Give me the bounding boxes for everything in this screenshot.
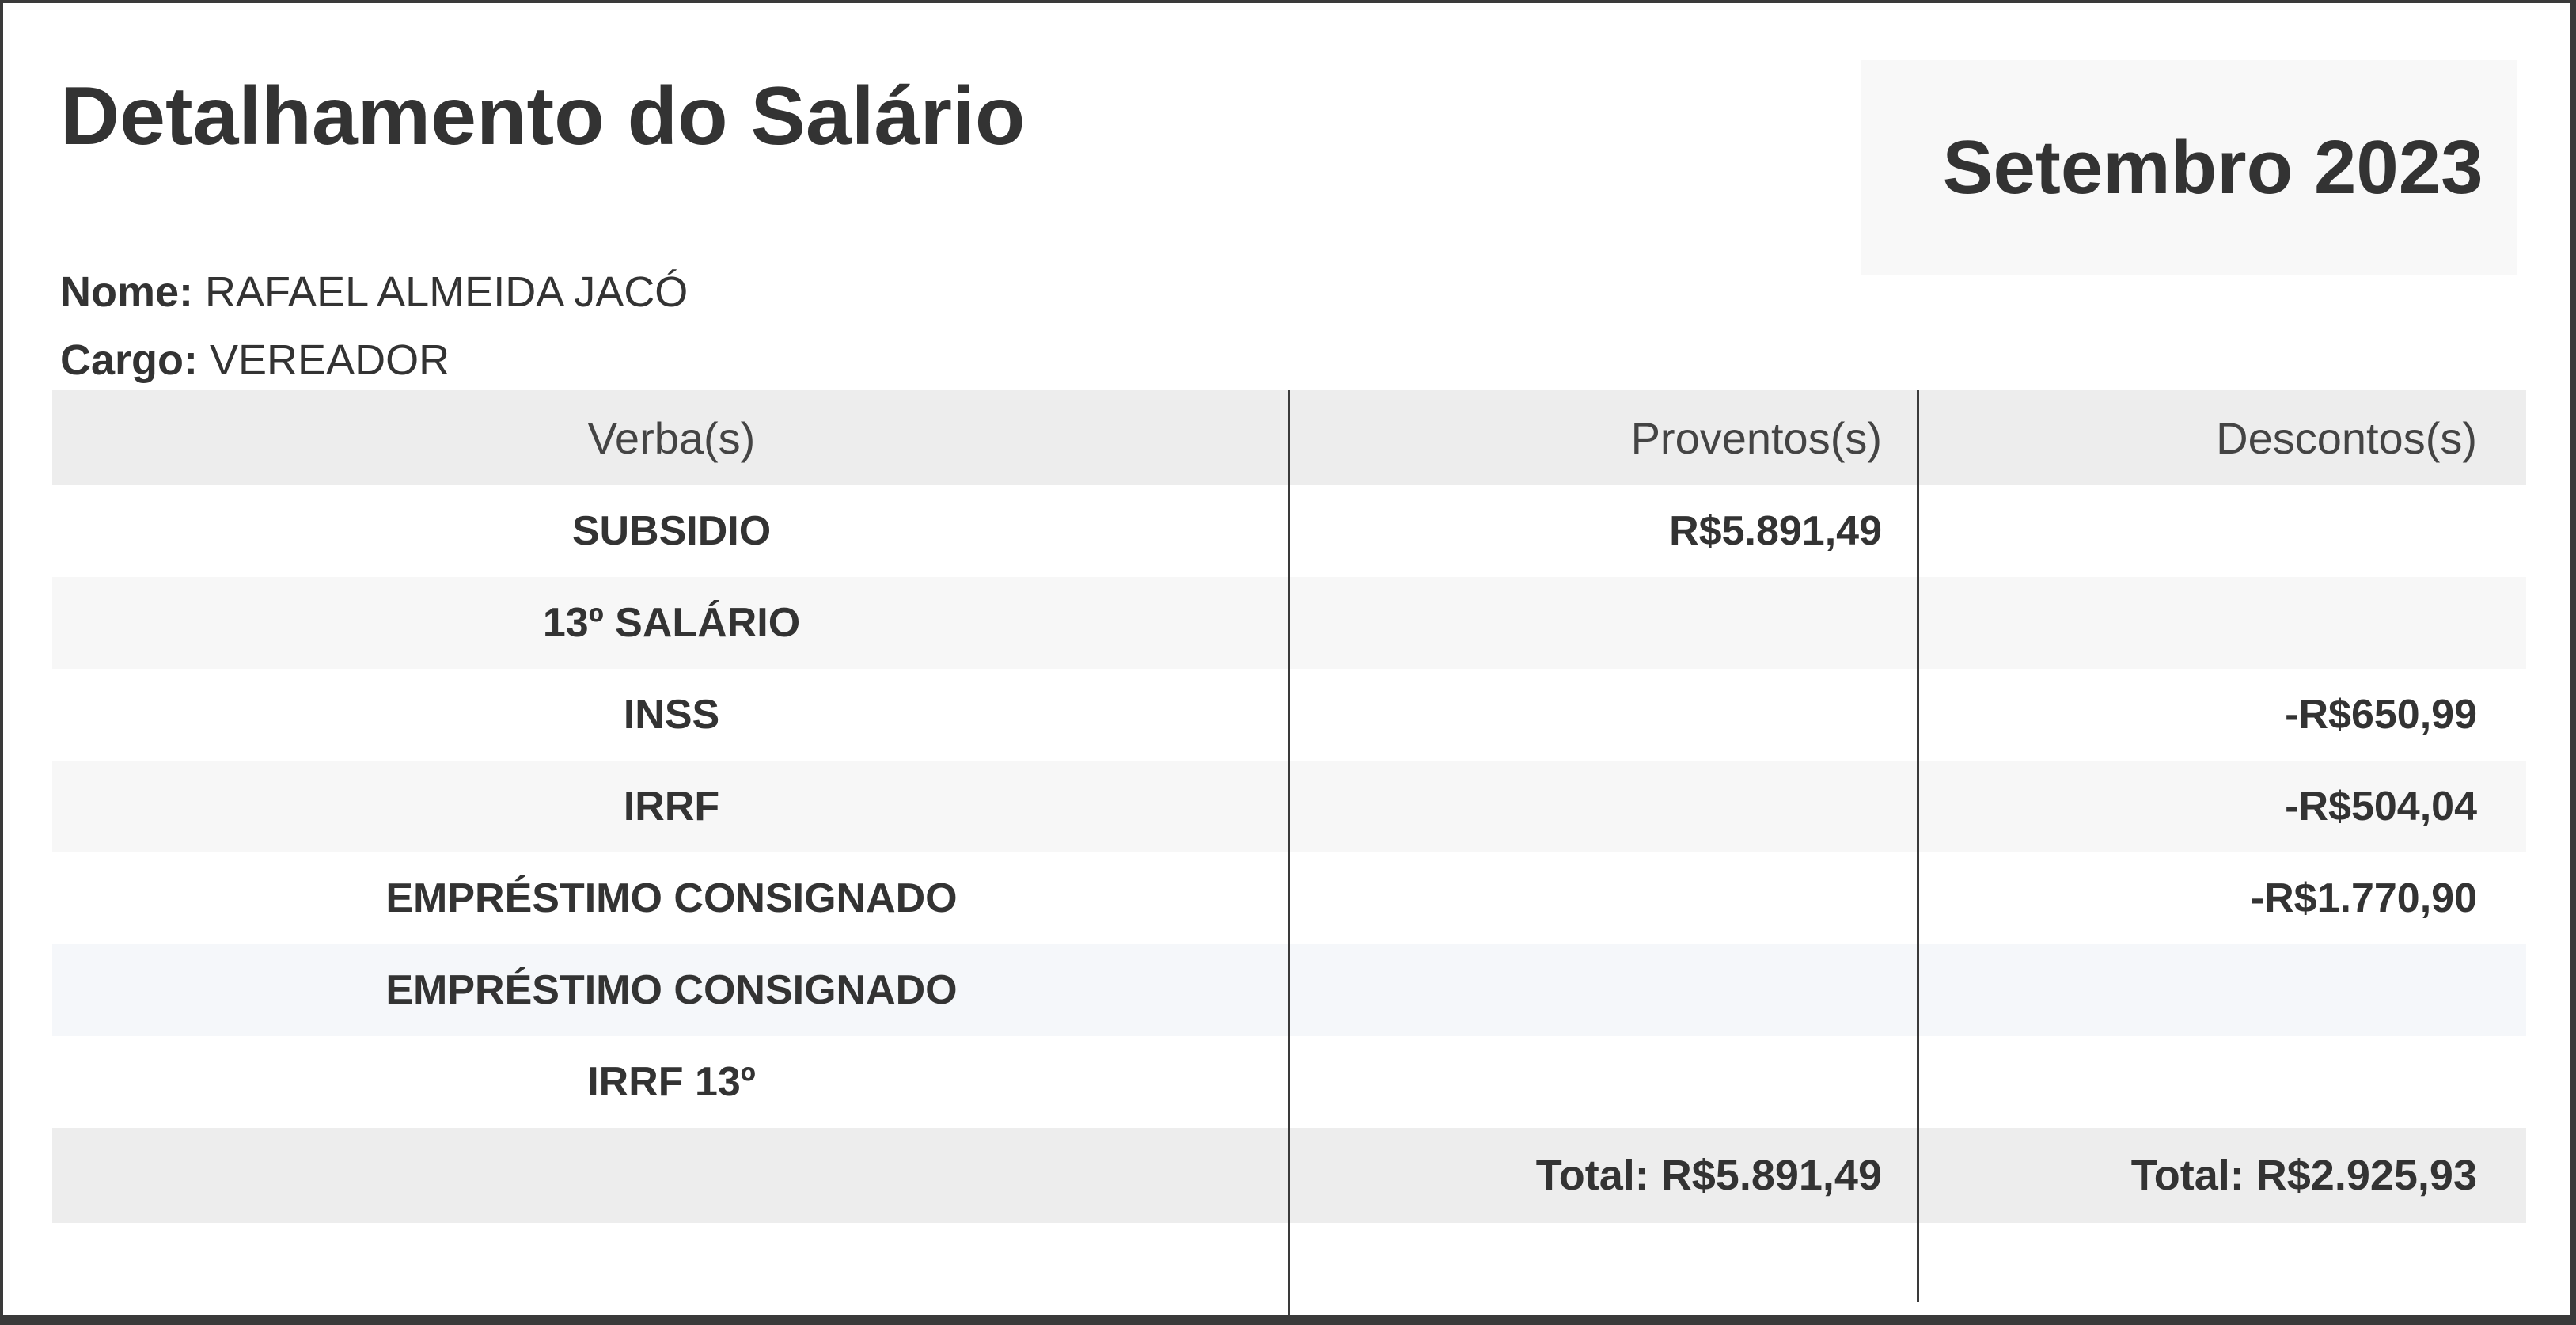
column-header-descontos: Descontos(s) xyxy=(2216,412,2477,463)
totals-proventos-cell: Total: R$5.891,49 xyxy=(1535,1152,1882,1199)
period-box xyxy=(1861,60,2517,275)
page-title: Detalhamento do Salário xyxy=(60,70,1026,162)
name-value: RAFAEL ALMEIDA JACÓ xyxy=(205,268,689,316)
column-header-verba: Verba(s) xyxy=(587,412,756,463)
column-divider-2 xyxy=(1917,390,1919,1302)
totals-verba-cell xyxy=(52,1128,1291,1223)
role-label: Cargo: xyxy=(60,336,198,384)
period-label: Setembro 2023 xyxy=(1942,125,2483,210)
employee-role-line xyxy=(60,326,688,394)
descontos-cell xyxy=(1920,1036,2526,1128)
totals-descontos-cell: Total: R$2.925,93 xyxy=(2130,1152,2477,1199)
descontos-cell xyxy=(1920,944,2526,1036)
verba-cell: 13º SALÁRIO xyxy=(542,600,801,646)
employee-info xyxy=(60,258,688,394)
proventos-cell xyxy=(1291,944,1920,1036)
verba-cell: IRRF xyxy=(623,784,720,830)
proventos-cell: R$5.891,49 xyxy=(1669,508,1882,554)
descontos-cell: -R$504,04 xyxy=(2285,784,2477,830)
proventos-cell xyxy=(1291,577,1920,669)
verba-cell: EMPRÉSTIMO CONSIGNADO xyxy=(385,967,958,1013)
verba-cell: IRRF 13º xyxy=(587,1059,756,1105)
employee-name-line xyxy=(60,258,688,326)
proventos-cell xyxy=(1291,669,1920,761)
column-header-proventos: Proventos(s) xyxy=(1630,412,1882,463)
verba-cell: INSS xyxy=(623,692,720,738)
name-label: Nome: xyxy=(60,268,194,316)
verba-cell: SUBSIDIO xyxy=(571,508,772,554)
column-divider-1 xyxy=(1288,390,1290,1316)
descontos-cell: -R$1.770,90 xyxy=(2250,875,2477,921)
proventos-cell xyxy=(1291,761,1920,852)
role-value: VEREADOR xyxy=(210,336,450,384)
verba-cell: EMPRÉSTIMO CONSIGNADO xyxy=(385,875,958,921)
descontos-cell xyxy=(1920,485,2526,577)
proventos-cell xyxy=(1291,1036,1920,1128)
proventos-cell xyxy=(1291,852,1920,944)
descontos-cell: -R$650,99 xyxy=(2285,692,2477,738)
descontos-cell xyxy=(1920,577,2526,669)
